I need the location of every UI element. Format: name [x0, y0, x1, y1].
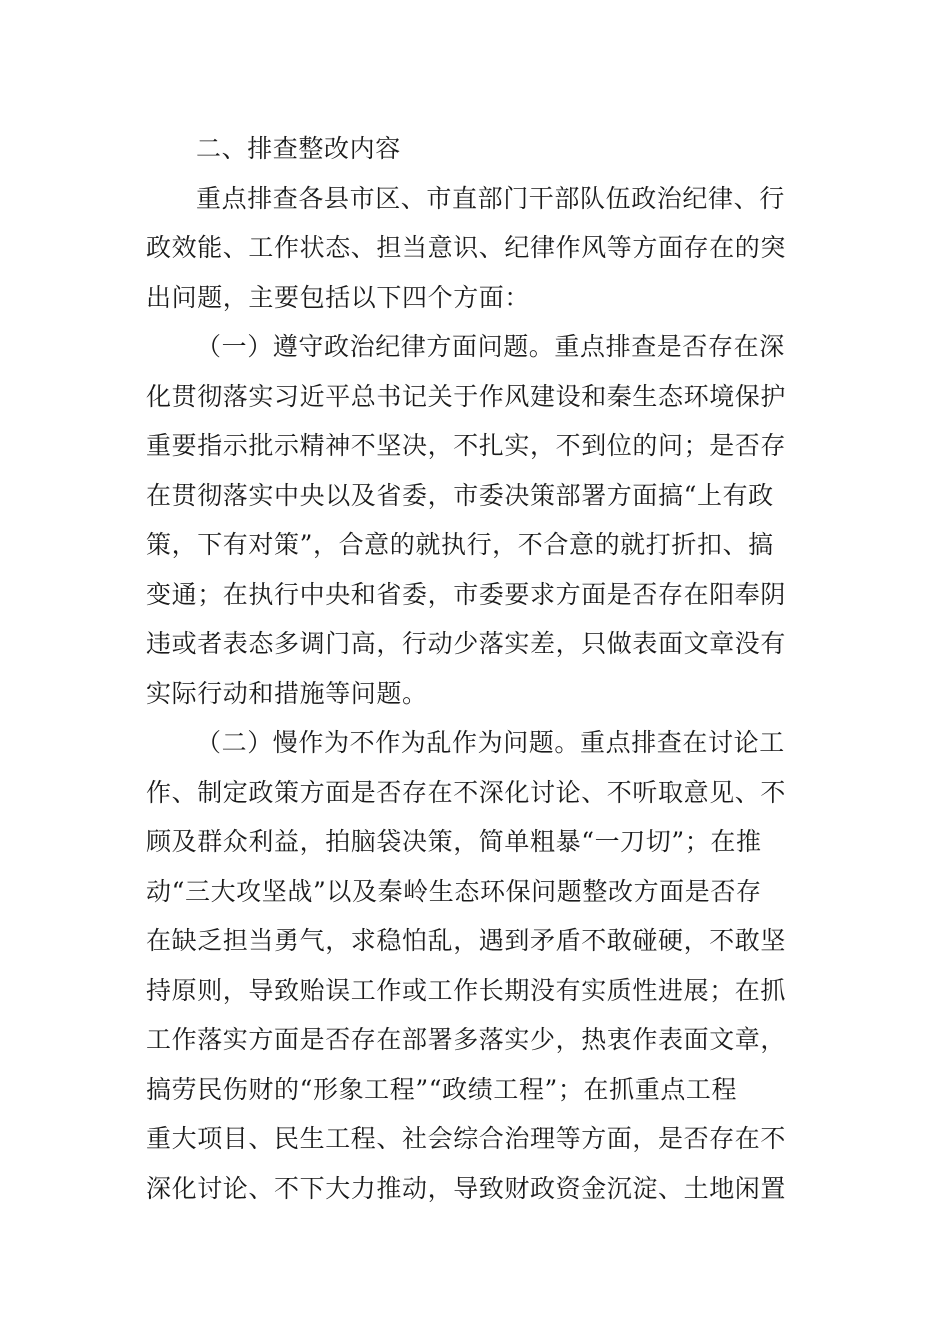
paragraph-line: 化贯彻落实习近平总书记关于作风建设和秦生态环境保护 — [146, 381, 787, 411]
paragraph-line: （一）遵守政治纪律方面问题。重点排查是否存在深 — [196, 332, 785, 361]
paragraph-line: 策，下有对策”，合意的就执行，不合意的就打折扣、搞 — [146, 530, 774, 559]
paragraph-line: 搞劳民伤财的“形象工程”“政绩工程”；在抓重点工程 — [146, 1074, 738, 1104]
paragraph-line: 工作落实方面是否存在部署多落实少，热衷作表面文章， — [146, 1025, 787, 1054]
document-body — [146, 124, 810, 1213]
paragraph-line: 重大项目、民生工程、社会综合治理等方面，是否存在不 — [146, 1124, 787, 1153]
section-heading: 二、排查整改内容 — [196, 134, 401, 163]
paragraph-line: 持原则，导致贻误工作或工作长期没有实质性进展；在抓 — [146, 975, 787, 1005]
paragraph-line: 在缺乏担当勇气，求稳怕乱，遇到矛盾不敢碰硬，不敢坚 — [146, 926, 787, 955]
paragraph-line: 动“三大攻坚战”以及秦岭生态环保问题整改方面是否存 — [146, 876, 762, 906]
paragraph-line: 在贯彻落实中央以及省委，市委决策部署方面搞“上有政 — [146, 480, 774, 510]
paragraph-line: 作、制定政策方面是否存在不深化讨论、不听取意见、不 — [146, 777, 787, 807]
paragraph-line: 重要指示批示精神不坚决，不扎实，不到位的问；是否存 — [146, 431, 787, 460]
paragraph-line: 出问题，主要包括以下四个方面： — [146, 282, 531, 312]
paragraph-line: （二）慢作为不作为乱作为问题。重点排查在讨论工 — [196, 728, 785, 757]
paragraph-line: 政效能、工作状态、担当意识、纪律作风等方面存在的突 — [146, 233, 787, 262]
paragraph-line: 实际行动和措施等问题。 — [146, 678, 428, 708]
paragraph-line: 顾及群众利益，拍脑袋决策，简单粗暴“一刀切”；在推 — [146, 827, 762, 856]
paragraph-line: 深化讨论、不下大力推动，导致财政资金沉淀、土地闲置 — [146, 1173, 787, 1203]
paragraph-line: 变通；在执行中央和省委，市委要求方面是否存在阳奉阴 — [146, 579, 787, 609]
paragraph-line: 重点排查各县市区、市直部门干部队伍政治纪律、行 — [196, 183, 785, 213]
paragraph-line: 违或者表态多调门高，行动少落实差，只做表面文章没有 — [146, 629, 787, 658]
